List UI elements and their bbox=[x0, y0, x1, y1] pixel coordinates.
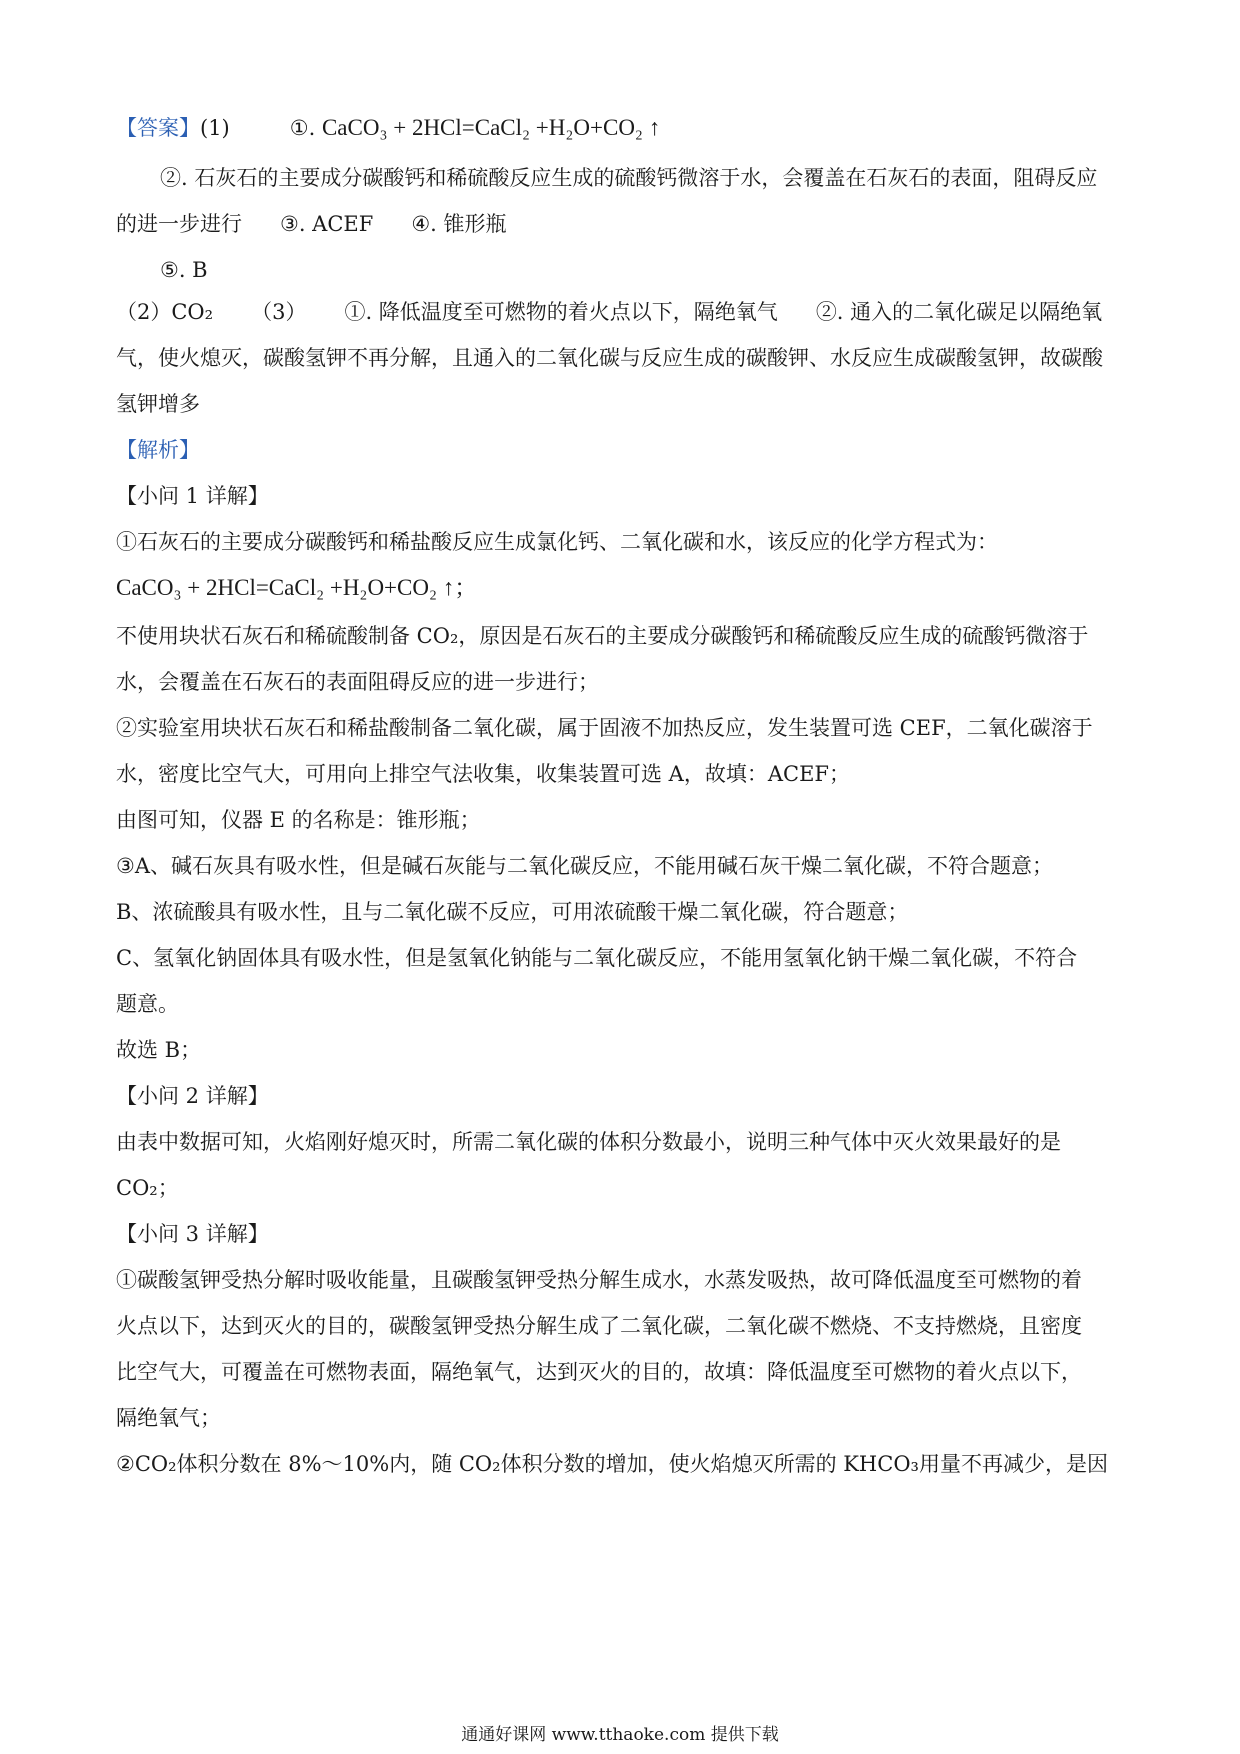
answer-part1-num: (1) bbox=[200, 116, 230, 140]
q1-formula: CaCO₃ + 2HCl=CaCl₂ +H₂O+CO₂ ↑； bbox=[116, 575, 478, 600]
analysis-label: 【解析】 bbox=[116, 438, 200, 462]
q2-line-2: CO₂； bbox=[116, 1176, 179, 1200]
q3-line-4: 隔绝氧气； bbox=[116, 1406, 221, 1430]
page-footer: 通通好课网 www.tthaoke.com 提供下载 bbox=[461, 1725, 779, 1745]
q1-line-8: B、浓硫酸具有吸水性，且与二氧化碳不反应，可用浓硫酸干燥二氧化碳，符合题意； bbox=[116, 900, 909, 924]
answer-line-5 bbox=[116, 298, 1136, 326]
q1-line-11: 故选 B； bbox=[116, 1038, 202, 1062]
q1-line-1: ①石灰石的主要成分碳酸钙和稀盐酸反应生成氯化钙、二氧化碳和水，该反应的化学方程式为： bbox=[116, 530, 998, 554]
answer-line-3 bbox=[116, 210, 1136, 238]
q3-heading: 【小问 3 详解】 bbox=[116, 1222, 269, 1246]
answer-item2-cont: 的进一步进行 bbox=[116, 212, 242, 236]
answer-part3-cont1: 气，使火熄灭，碳酸氢钾不再分解，且通入的二氧化碳与反应生成的碳酸钾、水反应生成碳酸氢钾，故碳酸 bbox=[116, 346, 1103, 370]
q3-line-3: 比空气大，可覆盖在可燃物表面，隔绝氧气，达到灭火的目的，故填：降低温度至可燃物的着火点以下， bbox=[116, 1360, 1082, 1384]
q2-line-1: 由表中数据可知，火焰刚好熄灭时，所需二氧化碳的体积分数最小，说明三种气体中灭火效果最好的是 bbox=[116, 1130, 1061, 1154]
q3-line-5: ②CO₂体积分数在 8%～10%内，随 CO₂体积分数的增加，使火焰熄灭所需的 KHCO₃用量不再减少，是因 bbox=[116, 1452, 1108, 1476]
q1-line-2: 不使用块状石灰石和稀硫酸制备 CO₂，原因是石灰石的主要成分碳酸钙和稀硫酸反应生成的硫酸钙微溶于 bbox=[116, 624, 1089, 648]
q3-line-2: 火点以下，达到灭火的目的，碳酸氢钾受热分解生成了二氧化碳，二氧化碳不燃烧、不支持燃烧，且密度 bbox=[116, 1314, 1082, 1338]
q1-line-9: C、氢氧化钠固体具有吸水性，但是氢氧化钠能与二氧化碳反应，不能用氢氧化钠干燥二氧化碳，不符合 bbox=[116, 946, 1078, 970]
q3-line-1: ①碳酸氢钾受热分解时吸收能量，且碳酸氢钾受热分解生成水，水蒸发吸热，故可降低温度至可燃物的着 bbox=[116, 1268, 1082, 1292]
answer-part3-item2: ②. 通入的二氧化碳足以隔绝氧 bbox=[815, 300, 1103, 324]
q1-line-6: 由图可知，仪器 E 的名称是：锥形瓶； bbox=[116, 808, 481, 832]
q1-line-7: ③A、碱石灰具有吸水性，但是碱石灰能与二氧化碳反应，不能用碱石灰干燥二氧化碳，不符合题意； bbox=[116, 854, 1053, 878]
answer-part3-cont2: 氢钾增多 bbox=[116, 392, 200, 416]
answer-label: 【答案】 bbox=[116, 116, 200, 140]
answer-item1-num: ①. bbox=[289, 116, 316, 140]
answer-line-1 bbox=[116, 114, 1136, 142]
q2-heading: 【小问 2 详解】 bbox=[116, 1084, 269, 1108]
answer-item1-formula: CaCO₃ + 2HCl=CaCl₂ +H₂O+CO₂ ↑ bbox=[321, 115, 661, 140]
answer-part2: （2）CO₂ bbox=[116, 300, 214, 324]
answer-item5: ⑤. B bbox=[160, 258, 208, 282]
answer-part3-item1: ①. 降低温度至可燃物的着火点以下，隔绝氧气 bbox=[344, 300, 778, 324]
q1-line-5: 水，密度比空气大，可用向上排空气法收集，收集装置可选 A，故填：ACEF； bbox=[116, 762, 850, 786]
q1-heading: 【小问 1 详解】 bbox=[116, 484, 269, 508]
q1-line-3: 水，会覆盖在石灰石的表面阻碍反应的进一步进行； bbox=[116, 670, 599, 694]
answer-part3-num: （3） bbox=[251, 300, 307, 324]
answer-item2: ②. 石灰石的主要成分碳酸钙和稀硫酸反应生成的硫酸钙微溶于水，会覆盖在石灰石的表面，阻碍反应 bbox=[160, 166, 1098, 190]
answer-item3: ③. ACEF bbox=[280, 212, 374, 236]
q1-line-4: ②实验室用块状石灰石和稀盐酸制备二氧化碳，属于固液不加热反应，发生装置可选 CEF，二氧化碳溶于 bbox=[116, 716, 1093, 740]
q1-line-10: 题意。 bbox=[116, 992, 179, 1016]
answer-item4: ④. 锥形瓶 bbox=[411, 212, 507, 236]
